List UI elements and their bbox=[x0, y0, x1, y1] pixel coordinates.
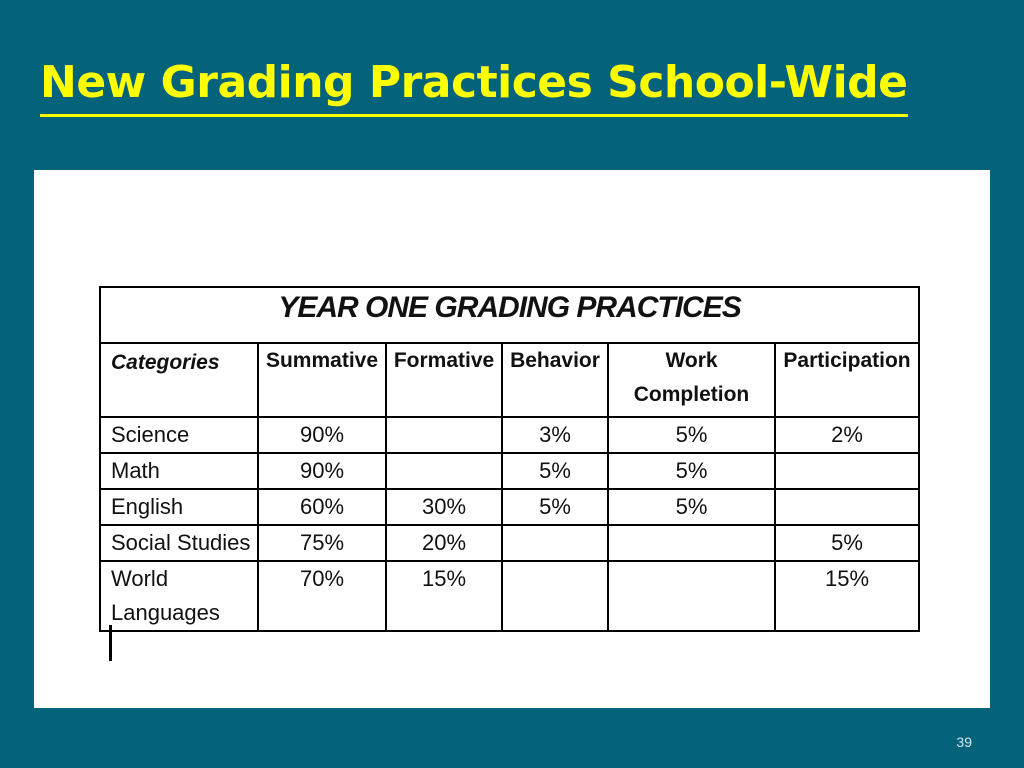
header-work-completion: Work Completion bbox=[608, 343, 775, 417]
cell-summative: 70% bbox=[258, 561, 386, 631]
cell-participation: 5% bbox=[775, 525, 919, 561]
cell-summative: 75% bbox=[258, 525, 386, 561]
cell-work-completion: 5% bbox=[608, 417, 775, 453]
grading-practices-table bbox=[99, 286, 920, 632]
cell-participation bbox=[775, 453, 919, 489]
cell-formative: 30% bbox=[386, 489, 502, 525]
cell-behavior bbox=[502, 525, 608, 561]
table-header-row bbox=[100, 343, 919, 417]
cell-behavior: 5% bbox=[502, 453, 608, 489]
cell-behavior: 3% bbox=[502, 417, 608, 453]
header-categories: Categories bbox=[100, 343, 258, 417]
table-title: YEAR ONE GRADING PRACTICES bbox=[100, 287, 919, 343]
table-row bbox=[100, 417, 919, 453]
cell-work-completion bbox=[608, 525, 775, 561]
table-row bbox=[100, 453, 919, 489]
row-category: Math bbox=[100, 453, 258, 489]
cell-summative: 90% bbox=[258, 417, 386, 453]
row-category: English bbox=[100, 489, 258, 525]
cell-participation: 15% bbox=[775, 561, 919, 631]
cell-summative: 60% bbox=[258, 489, 386, 525]
cell-summative: 90% bbox=[258, 453, 386, 489]
table-image-panel bbox=[34, 170, 990, 708]
cell-behavior: 5% bbox=[502, 489, 608, 525]
cell-participation bbox=[775, 489, 919, 525]
cell-work-completion: 5% bbox=[608, 453, 775, 489]
header-behavior: Behavior bbox=[502, 343, 608, 417]
header-participation: Participation bbox=[775, 343, 919, 417]
row-category: World Languages bbox=[100, 561, 258, 631]
cell-participation: 2% bbox=[775, 417, 919, 453]
table-title-row bbox=[100, 287, 919, 343]
row-category: Science bbox=[100, 417, 258, 453]
table-row bbox=[100, 489, 919, 525]
header-summative: Summative bbox=[258, 343, 386, 417]
slide-title: New Grading Practices School-Wide bbox=[40, 52, 908, 117]
cell-work-completion: 5% bbox=[608, 489, 775, 525]
cell-formative bbox=[386, 453, 502, 489]
cell-formative: 20% bbox=[386, 525, 502, 561]
table-row bbox=[100, 525, 919, 561]
cell-work-completion bbox=[608, 561, 775, 631]
header-formative: Formative bbox=[386, 343, 502, 417]
table-row bbox=[100, 561, 919, 631]
cell-formative: 15% bbox=[386, 561, 502, 631]
row-category: Social Studies bbox=[100, 525, 258, 561]
cell-formative bbox=[386, 417, 502, 453]
text-cursor-bar bbox=[109, 625, 112, 661]
slide-number: 39 bbox=[956, 734, 972, 750]
cell-behavior bbox=[502, 561, 608, 631]
